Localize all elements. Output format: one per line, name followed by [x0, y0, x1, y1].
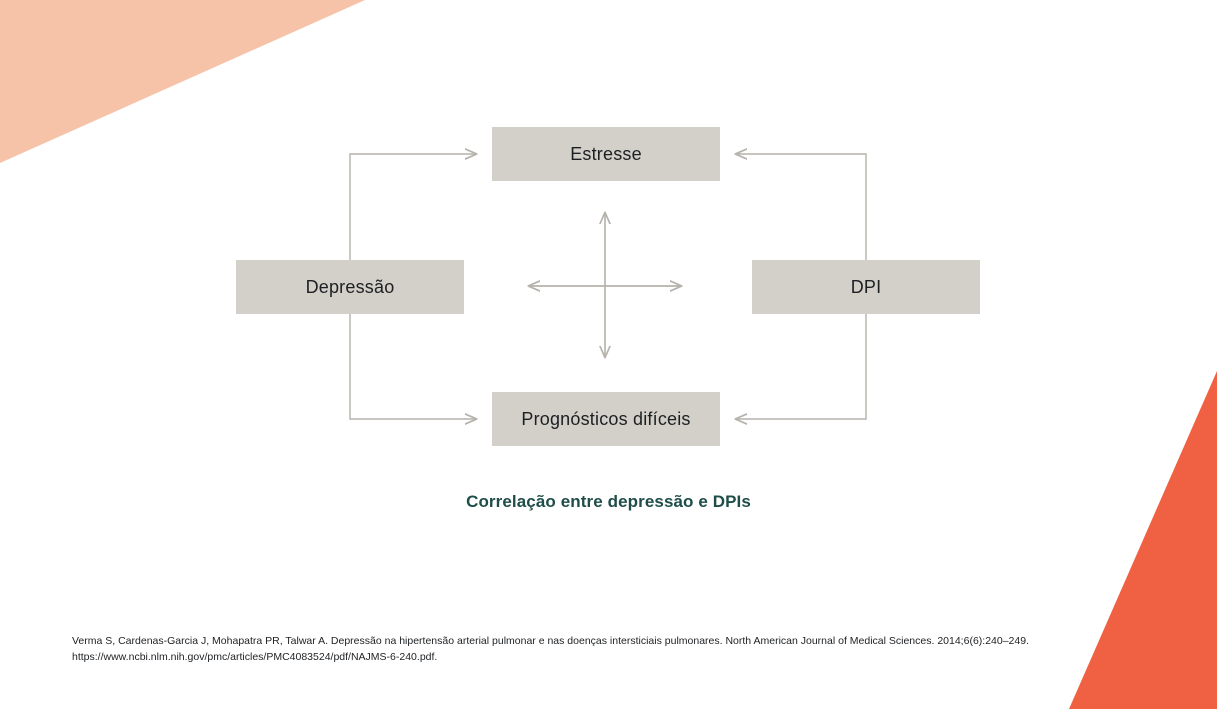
- diagram-node-label: Prognósticos difíceis: [521, 408, 691, 429]
- diagram-node-label: DPI: [850, 276, 882, 297]
- diagram-node-estresse: [492, 127, 720, 181]
- reference-line-2: 2014;6(6):240–249. https://www.ncbi.nlm.nih.gov/pmc/articles/PMC4083524/pdf/NAJMS-6-240.pdf.: [72, 635, 1029, 663]
- reference-citation: [72, 634, 1082, 666]
- diagram-node-depressao: [236, 260, 464, 314]
- diagram-node-label: Depressão: [305, 276, 395, 297]
- diagram-caption: Correlação entre depressão e DPIs: [466, 492, 751, 511]
- diagram-node-label: Estresse: [570, 143, 642, 164]
- reference-line-1: Verma S, Cardenas-Garcia J, Mohapatra PR, Talwar A. Depressão na hipertensão arterial pulmonar e nas doenças intersticiais pulmonares. North American Journal of Medical Sciences.: [72, 635, 935, 647]
- diagram-node-prognosticos: [492, 392, 720, 446]
- diagram-node-dpi: [752, 260, 980, 314]
